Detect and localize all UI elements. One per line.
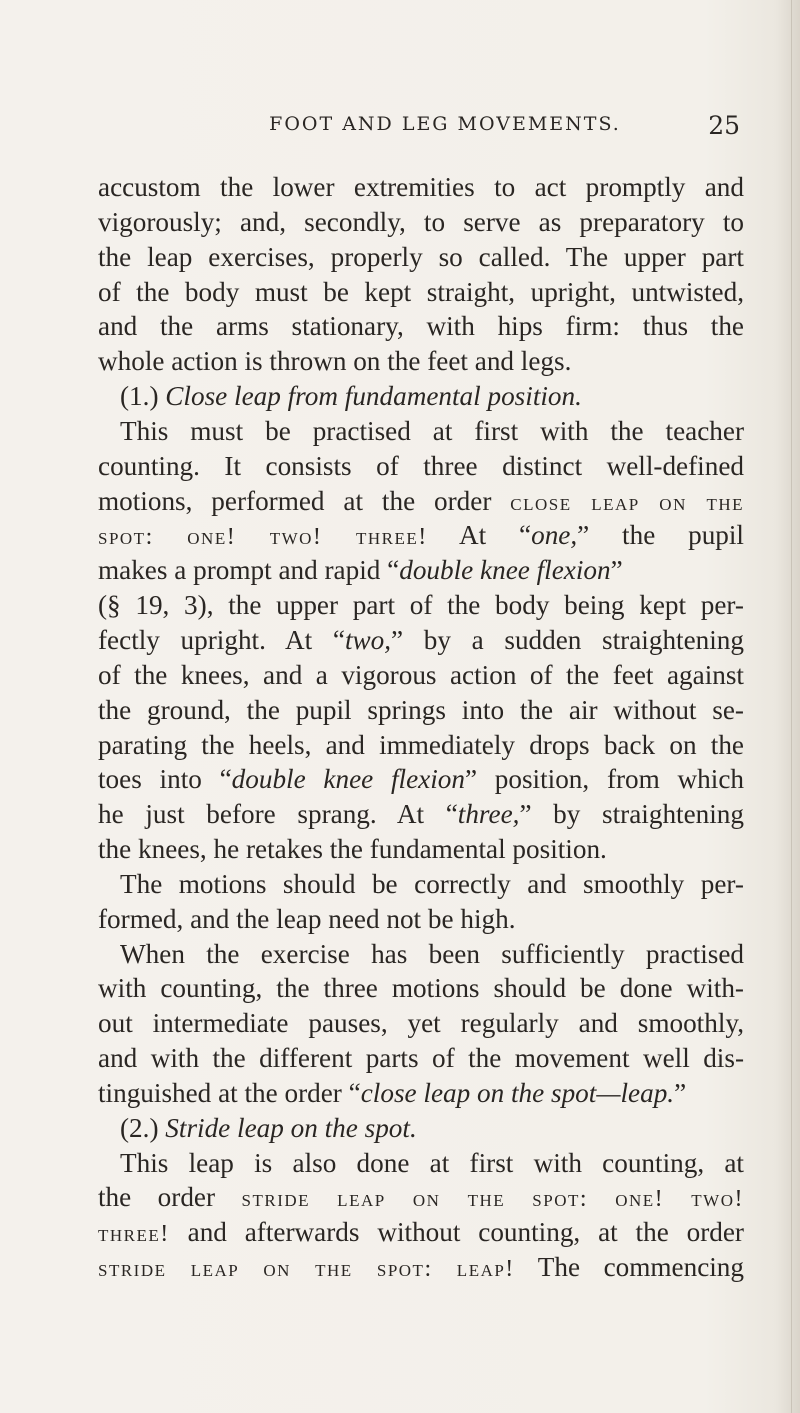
section-number: (2.)	[120, 1112, 159, 1143]
text-line: out intermediate pauses, yet regularly and smoothly,	[98, 1008, 744, 1039]
text-line: the leap exercises, properly so called. The upper part	[98, 241, 744, 272]
text-line	[98, 762, 744, 797]
text-line: This leap is also done at first with counting, at	[120, 1147, 744, 1178]
section-heading-2	[98, 1111, 744, 1146]
text-line: and with the different parts of the movement well dis-	[98, 1043, 744, 1074]
text-segment: ” the pupil	[577, 520, 744, 551]
italic-text: one,	[531, 520, 578, 551]
text-line	[98, 797, 744, 832]
text-segment: ” by a sudden straightening	[391, 624, 744, 655]
text-line	[98, 1180, 744, 1215]
text-line	[98, 1215, 744, 1250]
text-segment: fectly upright. At “	[98, 624, 345, 655]
text-line: of the body must be kept straight, upright, untwisted,	[98, 276, 744, 307]
text-line: formed, and the leap need not be high.	[98, 903, 516, 934]
italic-text: three,	[457, 799, 520, 830]
command-text: spot: one! two! three!	[98, 524, 428, 551]
text-segment: motions, performed at the order	[98, 485, 492, 516]
body-text	[98, 170, 744, 1285]
running-head	[210, 111, 740, 145]
running-head-title: FOOT AND LEG MOVEMENTS.	[269, 113, 621, 135]
section-title: Stride leap on the spot.	[165, 1112, 417, 1143]
text-line	[98, 1250, 744, 1285]
text-line: vigorously; and, secondly, to serve as preparatory to	[98, 206, 744, 237]
text-segment: The commencing	[514, 1252, 744, 1283]
text-segment: he just before sprang. At “	[98, 799, 458, 830]
text-segment: ” by straightening	[519, 799, 744, 830]
command-text: close leap on the	[510, 489, 744, 516]
command-text: stride leap on the spot: leap!	[98, 1256, 515, 1283]
section-title: Close leap from fundamental position.	[165, 381, 582, 412]
text-segment: tinguished at the order “	[98, 1077, 361, 1108]
page-edge	[791, 0, 792, 1413]
text-line	[98, 484, 744, 519]
text-line: with counting, the three motions should be done with-	[98, 973, 744, 1004]
text-segment: ”	[674, 1077, 687, 1108]
text-line: parating the heels, and immediately drops back on the	[98, 729, 744, 760]
text-segment: and afterwards without counting, at the order	[169, 1217, 744, 1248]
text-line: the ground, the pupil springs into the air without se-	[98, 694, 744, 725]
text-line: and the arms stationary, with hips firm: thus the	[98, 311, 744, 342]
italic-text: double knee flexion	[231, 764, 465, 795]
text-line: whole action is thrown on the feet and legs.	[98, 346, 572, 377]
text-line	[98, 518, 744, 553]
page-number: 25	[708, 111, 740, 140]
text-segment: ” position, from which	[464, 764, 744, 795]
text-line: This must be practised at first with the teacher	[120, 415, 744, 446]
text-line: The motions should be correctly and smoothly per-	[120, 868, 744, 899]
text-line	[98, 623, 744, 658]
text-line: (§ 19, 3), the upper part of the body being kept per-	[98, 590, 744, 621]
text-segment: At “	[427, 520, 532, 551]
section-heading-1	[98, 379, 744, 414]
text-line: counting. It consists of three distinct well-defined	[98, 450, 744, 481]
text-line: of the knees, and a vigorous action of the feet against	[98, 659, 744, 690]
italic-text: double knee flexion	[399, 555, 611, 586]
text-line: accustom the lower extremities to act promptly and	[98, 172, 744, 202]
italic-text: close leap on the spot—leap.	[360, 1077, 675, 1108]
section-number: (1.)	[120, 381, 159, 412]
text-line: When the exercise has been sufficiently practised	[120, 938, 744, 969]
text-segment: ”	[610, 555, 623, 586]
text-line	[98, 553, 744, 588]
italic-text: two,	[344, 624, 392, 655]
text-segment: toes into “	[98, 764, 232, 795]
command-text: three!	[98, 1221, 170, 1248]
text-line: the knees, he retakes the fundamental position.	[98, 834, 607, 865]
command-text: stride leap on the spot: one! two!	[241, 1186, 745, 1213]
text-line	[98, 1076, 744, 1111]
text-segment: the order	[98, 1182, 216, 1213]
text-segment: makes a prompt and rapid “	[98, 555, 400, 586]
